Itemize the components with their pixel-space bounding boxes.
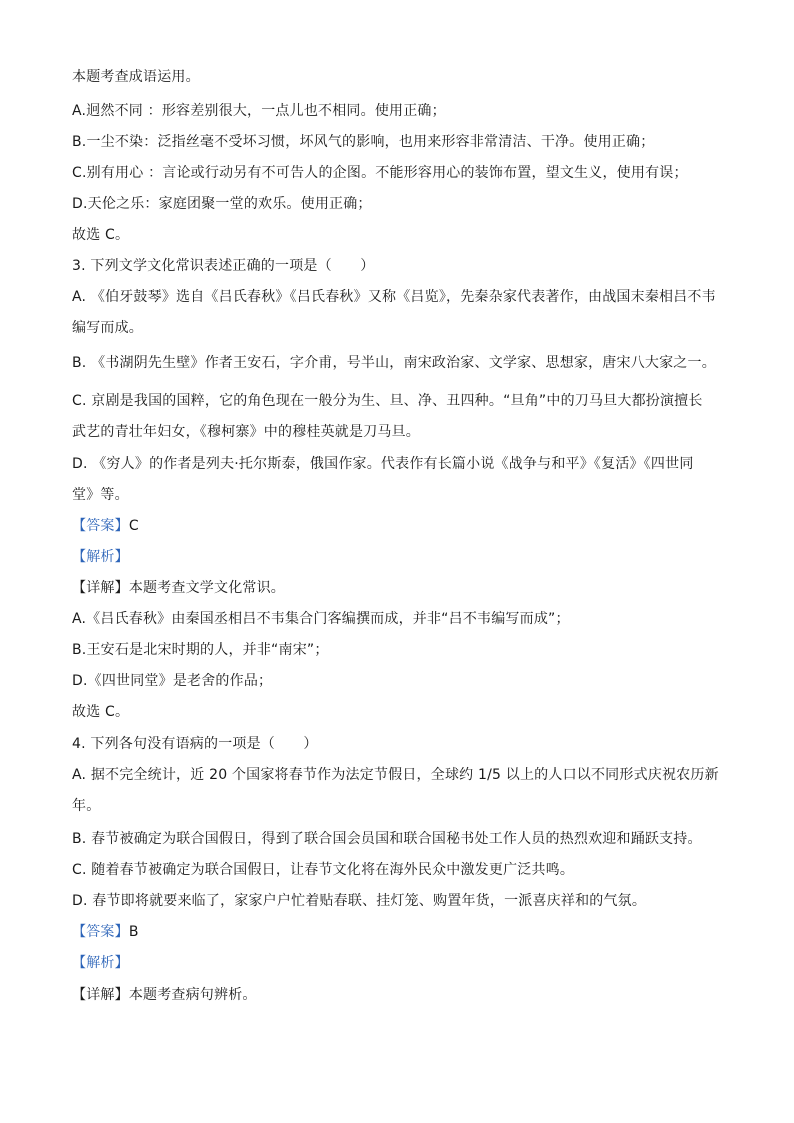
detail-tag: 【详解】 — [72, 987, 129, 1003]
analysis-tag — [72, 546, 129, 566]
analysis-line: 故选 C。 — [72, 227, 130, 243]
intro-text: 本题考查成语运用。 — [72, 69, 200, 85]
detail-text: 本题考查文学文化常识。 — [128, 580, 286, 596]
question-4-option-a: A. 据不完全统计，近 20 个国家将春节作为法定节假日，全球约 1/5 以上的人口以不同形式庆祝农历新 — [72, 767, 719, 783]
question-4-stem: 4. 下列各句没有语病的一项是（ ） — [72, 736, 318, 752]
question-3-option-c: C. 京剧是我国的国粹，它的角色现在一般分为生、旦、净、丑四种。“旦角”中的刀马旦大都扮演擅长 — [72, 393, 703, 409]
question-4-option-d: D. 春节即将就要来临了，家家户户忙着贴春联、挂灯笼、购置年货，一派喜庆祥和的气氛。 — [72, 893, 647, 909]
analysis-line: C.别有用心 ：言论或行动另有不可告人的企图。不能形容用心的装饰布置，望文生义，使用有误； — [72, 165, 688, 181]
answer-value: C — [128, 518, 139, 534]
detail-line: B.王安石是北宋时期的人，并非“南宋”； — [72, 642, 329, 658]
analysis-line: B.一尘不染：泛指丝毫不受坏习惯，坏风气的影响，也用来形容非常清洁、干净。使用正确； — [72, 134, 655, 150]
answer-value: B — [128, 924, 139, 940]
answer-line — [72, 515, 139, 535]
detail-line — [72, 577, 285, 597]
answer-line — [72, 921, 139, 941]
detail-line — [72, 984, 257, 1004]
analysis-tag — [72, 952, 129, 972]
detail-tag: 【详解】 — [72, 580, 129, 596]
answer-tag: 【答案】 — [72, 518, 129, 534]
detail-line: D.《四世同堂》是老舍的作品； — [72, 673, 273, 689]
detail-text: 本题考查病句辨析。 — [128, 987, 257, 1003]
detail-line: A.《吕氏春秋》由秦国丞相吕不韦集合门客编撰而成，并非“吕不韦编写而成”； — [72, 611, 570, 627]
analysis-tag-label: 【解析】 — [72, 549, 129, 565]
question-3-option-d-cont: 堂》等。 — [72, 487, 129, 503]
question-3-option-c-cont: 武艺的青壮年妇女，《穆柯寨》中的穆桂英就是刀马旦。 — [72, 424, 420, 440]
question-3-option-b: B. 《书湖阴先生壁》作者王安石，字介甫，号半山，南宋政治家、文学家、思想家，唐宋八大家之一。 — [72, 355, 716, 371]
question-4-option-a-cont: 年。 — [72, 798, 101, 814]
question-3-stem: 3. 下列文学文化常识表述正确的一项是（ ） — [72, 258, 375, 274]
question-3-option-d: D. 《穷人》的作者是列夫·托尔斯泰，俄国作家。代表作有长篇小说《战争与和平》《复活》《四世同 — [72, 456, 694, 472]
question-3-option-a: A. 《伯牙鼓琴》选自《吕氏春秋》《吕氏春秋》又称《吕览》，先秦杂家代表著作，由战国末秦相吕不韦 — [72, 289, 716, 305]
detail-line: 故选 C。 — [72, 704, 130, 720]
analysis-tag-label: 【解析】 — [72, 955, 129, 971]
answer-tag: 【答案】 — [72, 924, 129, 940]
analysis-line: D.天伦之乐：家庭团聚一堂的欢乐。使用正确； — [72, 196, 372, 212]
analysis-line: A.迥然不同 ：形容差别很大，一点儿也不相同。使用正确； — [72, 103, 446, 119]
question-3-option-a-cont: 编写而成。 — [72, 320, 143, 336]
question-4-option-c: C. 随着春节被确定为联合国假日，让春节文化将在海外民众中激发更广泛共鸣。 — [72, 862, 575, 878]
question-4-option-b: B. 春节被确定为联合国假日，得到了联合国会员国和联合国秘书处工作人员的热烈欢迎和踊跃支持。 — [72, 831, 702, 847]
